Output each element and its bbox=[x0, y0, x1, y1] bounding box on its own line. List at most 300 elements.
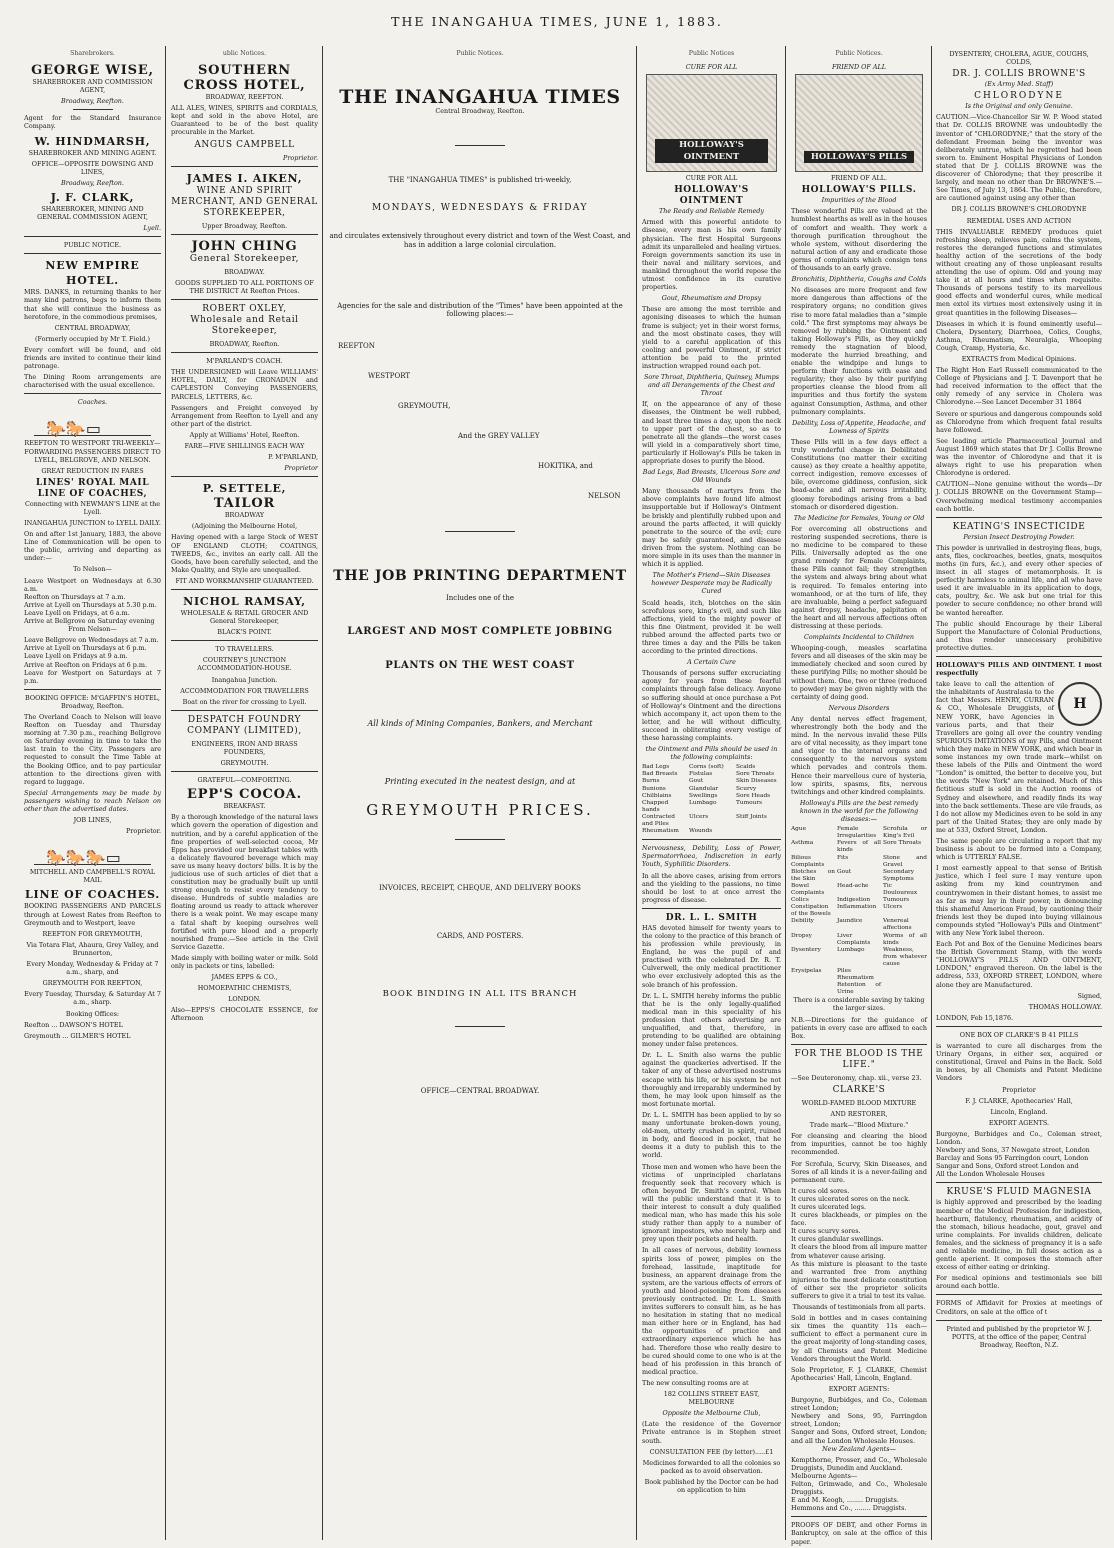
timetable-line: Leave Lyell on Fridays at 9 a.m. bbox=[24, 652, 128, 661]
hindmarsh-office: OFFICE—OPPOSITE DOWSING AND LINES, bbox=[31, 159, 154, 176]
agencies-notice: Agencies for the sale and distribution of the "Times" have been appointed at the following places:— bbox=[337, 301, 623, 318]
ointment-h4: Bad Legs, Bad Breasts, Ulcerous Sore and Old Wounds bbox=[642, 468, 781, 485]
largest-line: LARGEST AND MOST COMPLETE JOBBING bbox=[347, 626, 613, 638]
ailment-item bbox=[791, 982, 835, 996]
ailment-item: Chilblains bbox=[642, 792, 672, 799]
ailment-item: Ulcers bbox=[883, 904, 903, 911]
ointment-list-heading: the Ointment and Pills should be used in the following complaints: bbox=[645, 745, 778, 762]
ailment-item: Lumbago bbox=[837, 946, 865, 953]
export-item: All the London Wholesale Houses bbox=[936, 1170, 1045, 1179]
timetable-line: Leave Bellgrove on Wednesdays at 7 a.m. bbox=[24, 636, 159, 645]
aiken-address: Upper Broadway, Reefton. bbox=[201, 221, 288, 230]
from-nelson-heading: From Nelson— bbox=[68, 625, 117, 634]
circulation-notice: and circulates extensively throughout every district and town of the West Coast, and has in addition a large colonial circulation. bbox=[329, 232, 631, 249]
column-sharebrokers bbox=[24, 50, 161, 1540]
ailment-item: Dropsy bbox=[791, 932, 812, 939]
column-rule bbox=[931, 46, 932, 1540]
ailment-item: Chapped hands bbox=[642, 799, 669, 813]
ching-text: GOODS SUPPLIED TO ALL PORTIONS OF THE DISTRICT At Reefton Prices. bbox=[175, 278, 314, 295]
ailment-item: Burns bbox=[642, 778, 660, 785]
lines-title: LINES' ROYAL MAIL LINE OF COACHES, bbox=[35, 477, 150, 499]
ailment-item: Fevers of all kinds bbox=[837, 840, 881, 854]
ailment-item: Liver Complaints bbox=[837, 932, 871, 946]
dysentery-heading: DYSENTERY, CHOLERA, AGUE, COUGHS, COLDS, bbox=[949, 50, 1089, 67]
mixture-proprietor: Sole Proprietor, F. J. CLARKE, Chemist Apothecaries' Hall, Lincoln, England. bbox=[791, 1365, 927, 1382]
pills-h6: Nervous Disorders bbox=[828, 703, 890, 712]
ailment-item: Ulcers bbox=[689, 813, 709, 820]
wise-address: Broadway, Reefton. bbox=[61, 97, 124, 106]
pills-p2: No diseases are more frequent and few more dangerous than affections of the respiratory organs; no condition gives rise to more fatal maladies than a "simple cold." The first symptoms may always be removed by rubbing the Ointment and taking Holloway's Pills, as they quickly remedy the stagnation of blood, moderate the hurried breathing, and enable the windpipe and lungs to perform their functions with ease and regularity; they also by their purifying properties cleanse the blood from all impurities and thus fortify the system against Consumption, Asthma, and other pulmonary complaints. bbox=[791, 286, 927, 416]
settele-address: BROADWAY bbox=[224, 511, 265, 520]
pills-list-heading: Holloway's Pills are the best remedy known in the world for the following diseases:— bbox=[799, 798, 919, 824]
aiken-text: WINE AND SPIRIT MERCHANT, AND GENERAL STOREKEEPER, bbox=[171, 185, 318, 218]
army-note: (Ex Army Med. Staff) bbox=[984, 80, 1054, 89]
ailment-item: Wounds bbox=[689, 828, 713, 835]
greymouth-prices: GREYMOUTH PRICES. bbox=[366, 801, 594, 820]
clarke-city: Lincoln, England. bbox=[990, 1107, 1048, 1116]
smith-p2: Dr. L. L. SMITH hereby informs the public that he is the only legally-qualified medical man in this speciality of his profession that others advertising are unqualified, and that, therefore, in pretending to be qualified are obtaining money under false pretences. bbox=[642, 991, 781, 1049]
original-note: Is the Original and only Genuine. bbox=[965, 102, 1073, 111]
smith-p7: The new consulting rooms are at bbox=[642, 1378, 749, 1387]
ailment-item: Rheumatism bbox=[837, 975, 874, 982]
ailment-item: Bilious Complaints bbox=[791, 854, 825, 868]
nervousness-text: In all the above cases, arising from errors and the yielding to the passions, no time should be lost to at once arrest the progress of disease. bbox=[642, 871, 781, 904]
pills-caption: FRIEND OF ALL. bbox=[830, 174, 888, 183]
kinds-line: All kinds of Mining Companies, Bankers, and Merchant bbox=[367, 719, 593, 729]
ailment-item: Scrofula or King's Evil bbox=[883, 826, 927, 840]
agency-place: NELSON bbox=[588, 491, 621, 500]
timetable-line: Leave Westport on Wednesdays at 6.30 a.m. bbox=[24, 576, 161, 593]
ailment-item bbox=[883, 968, 927, 975]
ailment-item: Swellings bbox=[689, 792, 718, 799]
ailment-item: Retention of Urine bbox=[837, 982, 881, 996]
clark-name: J. F. CLARK, bbox=[50, 190, 135, 204]
kruse-title: KRUSE'S FLUID MAGNESIA bbox=[946, 1187, 1092, 1198]
holloway-warning-3: I most earnestly appeal to that sense of British justice, which I feel sure I may venture upon asking from my kind countrymen and countrywomen in their distant homes, to assist me as far as may lay in their power, in denouncing this shameful American Fraud, by cautioning their friends lest they be duped into buying villainous compounds styled "Holloway's Pills and Ointment" with any New York label thereon. bbox=[936, 864, 1102, 937]
ailment-item: Lumbago bbox=[689, 799, 717, 806]
timetable-line: Leave Lyell on Fridays, at 6 a.m. bbox=[24, 608, 130, 617]
ailment-item: Ague bbox=[791, 826, 807, 833]
ailment-item: Weakness, from whatever cause bbox=[883, 946, 927, 967]
route-via: Via Totara Flat, Ahaura, Grey Valley, and Brunnerton, bbox=[26, 940, 159, 957]
diseases-text: Diseases in which it is found eminently useful—Cholera, Dysentery, Diarrhoea, Colics, Coughs, Asthma, Rheumatism, Neuralgia, Whooping Cough, Cramp, Hysteria, &c. bbox=[936, 319, 1102, 352]
job-printing-heading: THE JOB PRINTING DEPARTMENT bbox=[333, 567, 627, 584]
ointment-p1: Armed with this powerful antidote to disease, every man is his own family physician. The first Hospital Surgeons admit its unparalleled and healing virtues. Foreign governments sanction its use in their naval and military services, and mankind throughout the world repose the utmost confidence in its curative properties. bbox=[642, 218, 781, 292]
ailment-item bbox=[791, 975, 835, 982]
ailment-item: Tumours bbox=[883, 897, 910, 904]
clarke-pills-title: ONE BOX OF CLARKE'S B 41 PILLS bbox=[959, 1030, 1079, 1039]
export-agents-heading: EXPORT AGENTS: bbox=[828, 1384, 890, 1393]
printer-imprint: Printed and published by the proprietor W. J. POTTS, at the office of the paper, Central Broadway, Reefton, N.Z. bbox=[946, 1324, 1092, 1349]
column-heading: Sharebrokers. bbox=[70, 50, 115, 57]
ailment-item: Sore Throats bbox=[736, 771, 775, 778]
junction-name: Inangahua Junction. bbox=[211, 675, 278, 684]
ailment-item: Erysipelas bbox=[791, 968, 822, 974]
ailment-item: Fistulas bbox=[689, 771, 713, 778]
trade-mark: Trade mark—"Blood Mixture." bbox=[809, 1121, 909, 1130]
column-heading: Public Notices. bbox=[456, 50, 504, 57]
mixture-testimonials: Thousands of testimonials from all parts. bbox=[792, 1303, 926, 1312]
pills-title: HOLLOWAY'S PILLS. bbox=[801, 185, 917, 196]
timetable-line: Arrive at Lyell on Thursdays at 6 p.m. bbox=[24, 644, 147, 653]
pills-h2: Bronchitis, Diphtheria, Coughs and Colds bbox=[791, 275, 927, 284]
epps-text: By a thorough knowledge of the natural laws which govern the operation of digestion and nutrition, and by a careful application of the fine properties of well-selected cocoa, Mr Epps has provided our breakfast tables with a delicately flavoured beverage which may save us many heavy doctors' bills. It is by the judicious use of such articles of diet that a constitution may be gradually built up until strong enough to resist every tendency to disease. Hundreds of subtle maladies are floating around us ready to attack wherever there is a weak point. We may escape many a fatal shaft by keeping ourselves well fortified with pure blood and a properly nourished frame.—See article in the Civil Service Gazette. bbox=[171, 813, 318, 951]
ailment-item: Rheumatism bbox=[642, 828, 679, 835]
return-days: Every Tuesday, Thursday, & Saturday At 7 a.m., sharp. bbox=[24, 990, 161, 1007]
remedial-heading: REMEDIAL USES AND ACTION bbox=[966, 216, 1072, 225]
ailment-item: Worms of all kinds bbox=[883, 932, 927, 946]
ointment-p6: Thousands of persons suffer excruciating agony for years from these fearful complaints through false delicacy. Anyone so suffering should at once purchase a Pot of Holloway's Ointment and the directions which accompany it, act upon them to the letter, and he will without difficulty, succeed in obliterating every vestige of these harassing complaints. bbox=[642, 669, 781, 742]
mcparland-proprietor: Proprietor bbox=[284, 464, 318, 473]
ointment-p4: Many thousands of martyrs from the above complaints have found life almost insupportable but if Holloway's Ointment be briskly and plentifully rubbed upon and around the parts affected, it will quickly penetrate to the source of the evil; cure may be safely guaranteed, and disease driven from the system. Nothing can be more simple in its uses than the manner in which it is applied. bbox=[642, 487, 781, 569]
russell-text: The Right Hon Earl Russell communicated to the College of Physicians and J. T. Davenport that he had received information to the effect that the only remedy of any service in Cholera was Chlorodyne.—See Lancet December 31 1864 bbox=[936, 366, 1102, 407]
agency-place: WESTPORT bbox=[368, 371, 411, 380]
agency-place: And the GREY VALLEY bbox=[458, 431, 540, 440]
keating-title: KEATING'S INSECTICIDE bbox=[952, 521, 1086, 532]
clark-title: SHAREBROKER, MINING AND GENERAL COMMISSION AGENT, bbox=[37, 204, 148, 222]
reefton-for-greymouth: REEFTON FOR GREYMOUTH, bbox=[42, 929, 143, 938]
clarke-pills-text: is warranted to cure all discharges from the Urinary Organs, in either sex, acquired or constitutional, Gravel and Pains in the Back. Sold in boxes, by all Chemists and Patent Medicine Vendors bbox=[936, 1042, 1102, 1083]
ailment-item: Inflammation bbox=[837, 904, 877, 911]
collis-browne-2: DR J. COLLIS BROWNE'S CHLORODYNE bbox=[951, 205, 1087, 214]
agency-place: REEFTON bbox=[338, 341, 375, 350]
mixture-cures bbox=[791, 1187, 927, 1260]
ailment-item: Dysentery bbox=[791, 946, 821, 953]
holloway-warning-2: The same people are circulating a report that my business is about to be formed into a Company, which is UTTERLY FALSE. bbox=[936, 836, 1102, 862]
ramsay-text: WHOLESALE & RETAIL GROCER AND General Storekeeper, bbox=[180, 609, 309, 626]
column-rule bbox=[636, 46, 637, 1540]
westport-service: REEFTON TO WESTPORT TRI-WEEKLY—FORWARDING PASSENGERS DIRECT TO LYELL, BELGROVE, AND NELSON. bbox=[24, 439, 161, 464]
export-item: Burgoyne, Burbidges and Co., Coleman street, London. bbox=[936, 1129, 1102, 1146]
mcparland-text: THE UNDERSIGNED will Leave WILLIAMS' HOTEL, DAILY, for CRONADUN and CAPLESTON Conveying PASSENGERS, PARCELS, LETTERS, &c. bbox=[171, 368, 318, 401]
booking-passengers: BOOKING PASSENGERS AND PARCELS through at Lowest Rates from Reefton to Greymouth and to Westport, leave bbox=[24, 902, 161, 927]
smith-text: HAS devoted himself for twenty years to the colony to the practice of this branch of his profession while previously, in England, he was the pupil of and practised with the celebrated Dr. R. T. Culverwell, the only medical practitioner who ever exclusively adopted this as the sole branch of his profession. bbox=[642, 923, 781, 989]
oxley-address: BROADWAY, Reefton. bbox=[209, 340, 280, 349]
smith-p5: Those men and women who have been the victims of unprincipled charlatans frequently seek that recovery which is often beyond Dr. Smith's control. When will the public understand that it is to their interest to consult a duly qualified medical man, who has made this his sole study rather than apply to a number of ignorant impostors, who merely harp and prey upon their pockets and health. bbox=[642, 1162, 781, 1244]
holloway-warning-text: take leave to call the attention of the inhabitants of Australasia to the fact that Messrs. HENRY, CURRAN & CO., Wholesale Druggists, of NEW YORK, have Agencies in various parts, and that their Travellers are going all over the country vending SPURIOUS IMITATIONS of my Pills, and Ointment which they make in NEW YORK, and which bear in some instances my own trade mark—whilst on these labels of the Pills and Ointment the word "London" is omitted, the better to deceive you, but the words "New York" are retained. Much of this fictitious stuff is sold in the Auction rooms of Sydney and elsewhere, and readily finds its way into the back settlements. These are vile frauds, as I do not allow my Medicines even to be sold in any part of the United States; they are only made by me at 533, Oxford Street, London. bbox=[936, 680, 1102, 834]
pills-label: HOLLOWAY'S PILLS bbox=[804, 151, 914, 163]
masthead: THE INANGAHUA TIMES, JUNE 1, 1883. bbox=[391, 14, 723, 29]
ailment-item: Fits bbox=[837, 854, 849, 861]
wise-name: GEORGE WISE, bbox=[31, 63, 154, 79]
smith-p3: Dr. L. L. Smith also warns the public against the quackeries advertised. If the taker of any of these advertised nostrums escape with his life, or his system be not thoroughly and irreparably undermined by them, he may look upon himself as the most fortunate mortal. bbox=[642, 1051, 781, 1108]
booking-office-reefton: Reefton ... DAWSON'S HOTEL bbox=[24, 1020, 123, 1029]
epps-title: EPP'S COCOA. bbox=[187, 787, 302, 803]
mixture-pleasant: As this mixture is pleasant to the taste and warranted free from anything injurious to the most delicate constitution of either sex the proprietor solicits sufferers to give it a trial to test its value. bbox=[791, 1259, 927, 1300]
ointment-ailments bbox=[642, 764, 781, 835]
agent-item: Sanger and Sons, Oxford street, London; and all the London Wholesale Houses. bbox=[791, 1428, 927, 1445]
severe-text: Severe or spurious and dangerous compounds sold as Chlorodyne from which frequent fatal results have followed. bbox=[936, 409, 1102, 434]
column-times-notice bbox=[328, 50, 632, 1540]
oxley-subtitle: Wholesale and Retail Storekeeper, bbox=[190, 315, 299, 337]
keating-text: This powder is unrivalled in destroying fleas, bugs, ants, flies, cockroaches, beetles, gnats, mosquitos moths (in furs, &c.), and every other species of insect in all stages of metamorphosis. It is perfectly harmless to animal life, and all who have used it are invaluable in its application to dogs, cats, poultry, &c. We ask but one trial for this powder to secure confidence; no other brand will be wanted hereafter. bbox=[936, 543, 1102, 617]
agency-place: HOKITIKA, and bbox=[538, 461, 593, 470]
restorer: AND RESTORER, bbox=[830, 1110, 888, 1119]
january-notice: On and after 1st January, 1883, the above Line of Communication will be open to the public, arriving and departing as under:— bbox=[24, 530, 161, 563]
agent-item: Newbery and Sons, 95, Farringdon street, London; bbox=[791, 1412, 927, 1429]
cure-item: It cures ulcerated legs. bbox=[791, 1202, 867, 1211]
clarke-proprietor: Proprietor bbox=[1002, 1085, 1036, 1094]
pills-h5: Complaints Incidental to Children bbox=[803, 633, 915, 642]
coach-illustration: 🐎🐎▭ bbox=[34, 409, 151, 436]
ointment-label: HOLLOWAY'S OINTMENT bbox=[655, 139, 768, 163]
column-heading: Public Notices bbox=[688, 50, 735, 57]
chlorodyne-title: CHLORODYNE bbox=[974, 91, 1064, 102]
pills-saving: There is a considerable saving by taking the larger sizes. bbox=[793, 996, 925, 1013]
empire-comfort: Every comfort will be found, and old friends are invited to continue their kind patronage. bbox=[24, 345, 161, 371]
blood-title: FOR THE BLOOD IS THE LIFE." bbox=[794, 1048, 924, 1070]
ailment-item: Venereal affections bbox=[883, 918, 912, 932]
wise-note: Agent for the Standard Insurance Company. bbox=[24, 114, 161, 131]
binding-line: BOOK BINDING IN ALL ITS BRANCH bbox=[382, 988, 578, 999]
grateful-heading: GRATEFUL—COMFORTING. bbox=[197, 776, 292, 785]
export-heading: EXPORT AGENTS. bbox=[988, 1118, 1050, 1127]
ailment-item: Bad Breasts bbox=[642, 771, 678, 778]
column-holloway-pills bbox=[791, 50, 927, 1546]
invaluable-text: THIS INVALUABLE REMEDY produces quiet refreshing sleep, relieves pain, calms the system, restores the deranged functions and stimulates healthy action of the secretions of the body without creating any of those unpleasant results attending the use of opium. Old and young may take it at all hours and times when requisite. Thousands of persons testify to its marvellous good effects and wonderful cures, while medical men extol its virtues most extensively using it in great quantities in the following Diseases— bbox=[936, 227, 1102, 317]
empire-text: MRS. DANKS, in returning thanks to her many kind patrons, begs to inform them that she will continue the business as heretofore, in the commodious premises, bbox=[24, 288, 161, 321]
to-nelson-times bbox=[24, 577, 161, 626]
clarke-pills-name: F. J. CLARKE, Apothecaries' Hall, bbox=[965, 1096, 1073, 1105]
empire-title: NEW EMPIRE HOTEL. bbox=[45, 259, 140, 288]
settele-text: Having opened with a large Stock of WEST OF ENGLAND CLOTH; COATINGS, TWEEDS, &c., invites an early call. All the Goods, have been carefully selected, and the Make Quality, and Style are unequalled. bbox=[171, 533, 318, 574]
cards-line: CARDS, AND POSTERS. bbox=[436, 931, 524, 940]
ointment-p5: Scald heads, itch, blotches on the skin scrofulous sore, king's evil, and such like affections, yield to the mighty power of this fine Ointment, provided it be well rubbed around the affected parts two or three times a day and the Pills be taken according to the printed directions. bbox=[642, 598, 781, 656]
ailment-item: Female Irregularities bbox=[837, 826, 877, 840]
ointment-h5: The Mother's Friend—Skin Diseases however Desperate may be Radically Cured bbox=[651, 571, 772, 596]
ailment-item: Tic Douloureux bbox=[883, 882, 918, 896]
epps-made: Made simply with boiling water or milk. Sold only in packets or tins, labelled: bbox=[171, 953, 318, 970]
ointment-p2: These are among the most terrible and agonising diseases to which the human frame is subject; yet in their worst forms, and the most obstinate cases, they will yield to a careful application of this cooling and powerful Ointment, if strict attention be paid to the printed instruction wrapped round each pot. bbox=[642, 305, 781, 370]
smith-p4: Dr. L. L. SMITH has been applied to by so many unfortunate broken-down young, old-men, utterly crushed in spirit, ruined in body, and fleeced in pocket, that he deems it a duty to publish this to the world. bbox=[642, 1110, 781, 1160]
southern-cross-title: SOUTHERN CROSS HOTEL, bbox=[183, 63, 306, 94]
agent-item: Felton, Grimwade, and Co., Wholesale Druggists. bbox=[791, 1479, 927, 1497]
mixture-sold: Sold in bottles and in cases containing six times the quantity 11s each—sufficient to effect a permanent cure in the great majority of long-standing cases, by all Chemists and Patent Medicine Vendors throughout the World. bbox=[791, 1314, 927, 1363]
column-heading: ublic Notices. bbox=[222, 50, 267, 57]
column-holloway-ointment bbox=[642, 50, 781, 1540]
pills-p4: For overcoming all obstructions and restoring suspended secretions, there is no medicine to be compared to these Pills. Universally adopted as the one grand remedy for Female Complaints, these Pills cannot fail; they strengthen the system and always bring about what is required. To females entering into womanhood, or at the turn of life, they are invaluable, being a perfect safeguard against dropsy, headache, palpitation of the heart and all nervous affections often distressing at these periods. bbox=[791, 524, 927, 630]
southern-cross-proprietor: Proprietor. bbox=[283, 153, 318, 162]
southern-cross-text: ALL ALES, WINES, SPIRITS and CORDIALS, kept and sold in the above Hotel, are Guaranteed to be of the best quality procurable in the Market. bbox=[171, 104, 318, 137]
line-of-coaches: LINE OF COACHES. bbox=[25, 888, 160, 902]
publication-days: MONDAYS, WEDNESDAYS & FRIDAY bbox=[371, 203, 589, 214]
departure-days: Every Monday, Wednesday & Friday at 7 a.m., sharp, and bbox=[26, 960, 159, 977]
settele-subtitle: TAILOR bbox=[213, 496, 276, 512]
cure-item: It cures glandular swellings. bbox=[791, 1235, 884, 1244]
hindmarsh-title: SHAREBROKER AND MINING AGENT. bbox=[28, 148, 157, 157]
ailment-item: Stone and Gravel bbox=[883, 854, 927, 868]
ailment-item: Piles bbox=[837, 968, 852, 974]
agency-place: GREYMOUTH, bbox=[398, 401, 451, 410]
epps-city: LONDON. bbox=[228, 995, 261, 1004]
ailment-item: Tumours bbox=[736, 799, 763, 806]
ailment-item: Head-ache bbox=[837, 882, 869, 889]
agent-item: Melbourne Agents— bbox=[791, 1471, 858, 1480]
ailment-item: Constipation of the Bowels bbox=[791, 904, 831, 918]
ointment-h2: Gout, Rheumatism and Dropsy bbox=[661, 294, 762, 303]
forms-notice: FORMS of Affidavit for Proxies at meetings of Creditors, on sale at the office of t bbox=[936, 1299, 1102, 1316]
ailment-item: Gout bbox=[689, 778, 704, 785]
timetable-line: Leave for Westport on Saturdays at 7 p.m. bbox=[24, 668, 161, 685]
ointment-h1: The Ready and Reliable Remedy bbox=[659, 207, 764, 216]
pills-p5: Whooping-cough, measles scarlatina fevers and all diseases of the skin may be immediately checked and soon cured by these purifying Pills; no mother should be without them. One, two or three (reduced to powder) may be given nightly with the certainty of doing good. bbox=[791, 644, 927, 701]
agent-item: Burgoyne, Burbidges, and Co., Coleman street London; bbox=[791, 1396, 927, 1413]
holloway-warning-title: HOLLOWAY'S PILLS AND OINTMENT. I most respectfully bbox=[936, 661, 1102, 678]
mcparland-apply: Apply at Williams' Hotel, Reefton. bbox=[189, 430, 300, 439]
pills-h3: Debility, Loss of Appetite, Headache, and Lowness of Spirits bbox=[792, 418, 926, 435]
empire-address: CENTRAL BROADWAY, bbox=[54, 323, 131, 332]
timetable-line: Arrive at Bellgrove on Saturday evening bbox=[24, 617, 155, 626]
ailment-item: Bunions bbox=[642, 785, 666, 792]
mcparland-freight: Passengers and Freight conveyed by Arrangement from Reefton to Lyell and any other part of the district. bbox=[171, 403, 318, 428]
mcparland-name: P. M'PARLAND, bbox=[268, 453, 318, 462]
publication-notice: THE "INANGAHUA TIMES" is published tri-weekly, bbox=[388, 176, 572, 185]
southern-cross-address: BROADWAY, REEFTON. bbox=[205, 93, 284, 102]
nz-agents-heading: New Zealand Agents— bbox=[822, 1444, 896, 1453]
caution-text: CAUTION.—Vice-Chancellor Sir W. P. Wood stated that Dr. COLLIS BROWNE was undoubtedly the inventor of "CHLORODYNE;" that the story of the defendant Freeman being the inventor was deliberately untrue, which he regretted had been sworn to. Eminent Hospital Physicians of London stated that Dr J. COLLIS BROWNE was the discoverer of Chlorodyne; that they prescribe it largely, and mean no other than Dr BROWNE'S.—See Times, of July 13, 1864. The Public, therefore, are cautioned against using any other than bbox=[936, 113, 1102, 203]
ailment-item: Blotches on the Skin bbox=[791, 868, 835, 882]
pills-p1: These wonderful Pills are valued at the humblest hearths as well as in the houses of comfort and wealth. They work a thorough purification throughout the whole system, without disordering the natural action of any and eradicate those germs of complaints which consign tens of thousands to an early grave. bbox=[791, 207, 927, 273]
ailment-item: Stiff Joints bbox=[736, 813, 767, 820]
ailment-item: Sore Throats bbox=[883, 840, 922, 847]
ailment-item bbox=[883, 982, 927, 996]
agent-item: Kempthorne, Prosser, and Co., Wholesale Druggists, Dunedin and Auckland. bbox=[791, 1455, 927, 1472]
includes-line: Includes one of the bbox=[446, 593, 514, 602]
to-nelson-heading: To Nelson— bbox=[73, 565, 112, 574]
foundry-title: DESPATCH FOUNDRY COMPANY (LIMITED), bbox=[187, 714, 302, 736]
office-line: OFFICE—CENTRAL BROADWAY. bbox=[420, 1086, 540, 1095]
smith-medicines: Medicines forwarded to all the colonies so packed as to avoid observation. bbox=[642, 1458, 781, 1475]
ointment-p3: If, on the appearance of any of these diseases, the Ointment be well rubbed, and least three times a day, upon the neck to upper part of the chest, so as to penetrate all the glands—the worst cases will yield in a comparatively short time, particularly if Holloway's Pills be taken in appropriate doses to purify the blood. bbox=[642, 400, 781, 465]
ailment-item: Contracted and Piles bbox=[642, 813, 675, 828]
accommodation: ACCOMMODATION FOR TRAVELLERS bbox=[180, 686, 309, 695]
epps-chemists: HOMOEPATHIC CHEMISTS, bbox=[197, 984, 292, 993]
courtney-title: COURTNEY'S JUNCTION ACCOMMODATION-HOUSE. bbox=[197, 656, 292, 673]
mail-coach-illustration: 🐎🐎🐎▭ bbox=[34, 838, 151, 865]
lines-connection: Connecting with NEWMAN'S LINE at the Lyell. bbox=[24, 499, 161, 516]
proprietor-label: Proprietor. bbox=[126, 827, 161, 836]
clarke-name: CLARKE'S bbox=[832, 1084, 886, 1095]
epps-subtitle: BREAKFAST. bbox=[223, 802, 266, 811]
ching-subtitle: General Storekeeper, bbox=[189, 253, 300, 264]
ailment-item: Debility bbox=[791, 918, 814, 925]
special-arrangements: Special Arrangements may be made by passengers wishing to reach Nelson on other than the advertised dates. bbox=[24, 788, 161, 813]
ailment-item: Glandular bbox=[689, 785, 719, 792]
cure-item: It cures blackheads, or pimples on the face. bbox=[791, 1211, 927, 1228]
ramsay-title: NICHOL RAMSAY, bbox=[183, 595, 306, 608]
caution-2: CAUTION—None genuine without the words—Dr J. COLLIS BROWNE on the Government Stamp—Overwhelming medical testimony accompanies each bottle. bbox=[936, 480, 1102, 513]
epps-company: JAMES EPPS & CO., bbox=[211, 973, 278, 982]
persian-powder: Persian Insect Destroying Powder. bbox=[963, 532, 1075, 541]
mitchell-title: MITCHELL AND CAMPBELL'S ROYAL MAIL bbox=[29, 868, 156, 885]
smith-late: (Late the residence of the Governor Private entrance is in Stephen street south. bbox=[642, 1420, 781, 1445]
leading-article: See leading article Pharmaceutical Journal and August 1869 which states that Dr J. Collis Browne was the inventor of Chlorodyne and that it is always right to use his preparation when Chlorodyne is ordered. bbox=[936, 436, 1102, 478]
timetable-line: Arrive at Lyell on Thursdays at 5.30 p.m. bbox=[24, 600, 157, 609]
ailment-item: Asthma bbox=[791, 840, 814, 847]
export-item: Newbery and Sons, 37 Newgate street, London bbox=[936, 1146, 1090, 1155]
foundry-subtitle: ENGINEERS, IRON AND BRASS FOUNDERS, bbox=[191, 739, 298, 756]
greymouth-for-reefton: GREYMOUTH FOR REEFTON, bbox=[42, 979, 143, 988]
ailment-item: Scalds bbox=[736, 764, 756, 771]
invoices-line: INVOICES, RECEIPT, CHEQUE, AND DELIVERY BOOKS bbox=[379, 883, 581, 892]
smith-address: 182 COLLINS STREET EAST, MELBOURNE bbox=[663, 1390, 760, 1407]
export-list bbox=[936, 1130, 1102, 1179]
pills-nb: N.B.—Directions for the guidance of patients in every case are affixed to each Box. bbox=[791, 1015, 927, 1040]
agent-item: E and M. Keogh, ........ Druggists. bbox=[791, 1496, 899, 1505]
nz-agents bbox=[791, 1456, 927, 1513]
newspaper-title: THE INANGAHUA TIMES bbox=[339, 86, 621, 109]
pills-illustration bbox=[795, 74, 923, 172]
aiken-title: JAMES I. AIKEN, bbox=[186, 171, 303, 185]
cure-item: It cures old sores. bbox=[791, 1186, 850, 1195]
collis-browne: DR. J. COLLIS BROWNE'S bbox=[952, 69, 1086, 80]
hindmarsh-name: W. HINDMARSH, bbox=[34, 134, 151, 148]
ailment-item: Bad Legs bbox=[642, 764, 670, 771]
job-lines: JOB LINES, bbox=[73, 816, 112, 825]
ailment-item: Corns (soft) bbox=[689, 764, 724, 771]
holloway-seal-icon: H bbox=[1058, 682, 1102, 726]
newspaper-address: Central Broadway, Reefton. bbox=[435, 107, 525, 116]
booking-offices-heading: Booking Offices: bbox=[65, 1009, 120, 1018]
printing-line: Printing executed in the neatest design, and at bbox=[384, 777, 576, 787]
column-rule bbox=[785, 46, 786, 1540]
ailment-item: Scurvy bbox=[736, 785, 757, 792]
settele-title: P. SETTELE, bbox=[202, 482, 287, 496]
ailment-item bbox=[883, 975, 927, 982]
mcparland-coach: M'PARLAND'S COACH. bbox=[206, 357, 283, 366]
holloway-name: THOMAS HOLLOWAY. bbox=[1028, 1002, 1102, 1011]
timetable-line: Reefton on Thursdays at 7 a.m. bbox=[24, 592, 126, 601]
booking-office: BOOKING OFFICE: M'GAFFIN'S HOTEL, Broadway, Reefton. bbox=[25, 693, 160, 710]
clark-address: Lyell. bbox=[143, 224, 161, 233]
ailment-item: Secondary Symptoms bbox=[883, 868, 915, 882]
export-item: Sangar and Sons, Oxford street London and bbox=[936, 1162, 1079, 1171]
smith-fee: CONSULTATION FEE (by letter).....£1 bbox=[649, 1447, 774, 1456]
ointment-illustration bbox=[646, 74, 777, 172]
ching-address: BROADWAY. bbox=[224, 267, 265, 276]
cure-item: It cures ulcerated sores on the neck. bbox=[791, 1194, 910, 1203]
ailment-item: Sore Heads bbox=[736, 792, 771, 799]
cure-item: It clears the blood from all impure matter from whatever cause arising. bbox=[791, 1243, 927, 1260]
pills-banner: FRIEND OF ALL bbox=[832, 63, 886, 72]
mcparland-fare: FARE—FIVE SHILLINGS EACH WAY bbox=[184, 441, 305, 450]
mixture-intro: For cleansing and clearing the blood from impurities, cannot be too highly recommended. bbox=[791, 1132, 927, 1157]
settele-fit: FIT AND WORKMANSHIP GUARANTEED. bbox=[175, 576, 314, 585]
nervousness-heading: Nervousness, Debility, Loss of Power, Spermatorrhoea, Indiscretion in early Youth, Syphilitic Disorders. bbox=[642, 844, 781, 869]
settele-adjoining: (Adjoining the Melbourne Hotel, bbox=[191, 522, 298, 531]
export-agents bbox=[791, 1396, 927, 1445]
overland-notice: The Overland Coach to Nelson will leave Reefton on Tuesday and Thursday morning at 7.30 p.m., reaching Bellgrove on Saturday evening in time to take the last train to the City. Passengers are requested to consult the Time Table at the Booking Office, and to pay particular attention to the directions given with regard to luggage. bbox=[24, 712, 161, 786]
foundry-address: GREYMOUTH. bbox=[220, 759, 269, 768]
blood-mixture: WORLD-FAMED BLOOD MIXTURE bbox=[801, 1098, 917, 1107]
column-rule bbox=[165, 46, 166, 1540]
pills-h1: Impurities of the Blood bbox=[821, 196, 897, 205]
deuteronomy: —See Deuteronomy, chap. xii., verse 23. bbox=[791, 1073, 922, 1082]
column-heading: Public Notices. bbox=[835, 50, 883, 57]
smith-title: DR. L. L. SMITH bbox=[665, 912, 758, 923]
timetable-line: Arrive at Reefton on Fridays at 6 p.m. bbox=[24, 660, 147, 669]
holloway-signed: Signed, bbox=[1077, 991, 1102, 1000]
mixture-scrofula: For Scrofula, Scurvy, Skin Diseases, and Sores of all kinds it is a never-failing and permanent cure. bbox=[791, 1159, 927, 1184]
column-chlorodyne bbox=[936, 50, 1102, 1540]
public-notice-heading: PUBLIC NOTICE. bbox=[63, 241, 122, 250]
empire-dining: The Dining Room arrangements are characterised with the usual excellence. bbox=[24, 373, 161, 390]
ching-title: JOHN CHING bbox=[191, 238, 298, 254]
fares-reduction: GREAT REDUCTION IN FARES bbox=[41, 466, 144, 475]
export-item: Barclay and Sons 95 Farringdon court, London bbox=[936, 1154, 1089, 1163]
ramsay-address: BLACK'S POINT. bbox=[217, 628, 272, 637]
smith-book: Book published by the Doctor can be had on application to him bbox=[644, 1477, 779, 1494]
